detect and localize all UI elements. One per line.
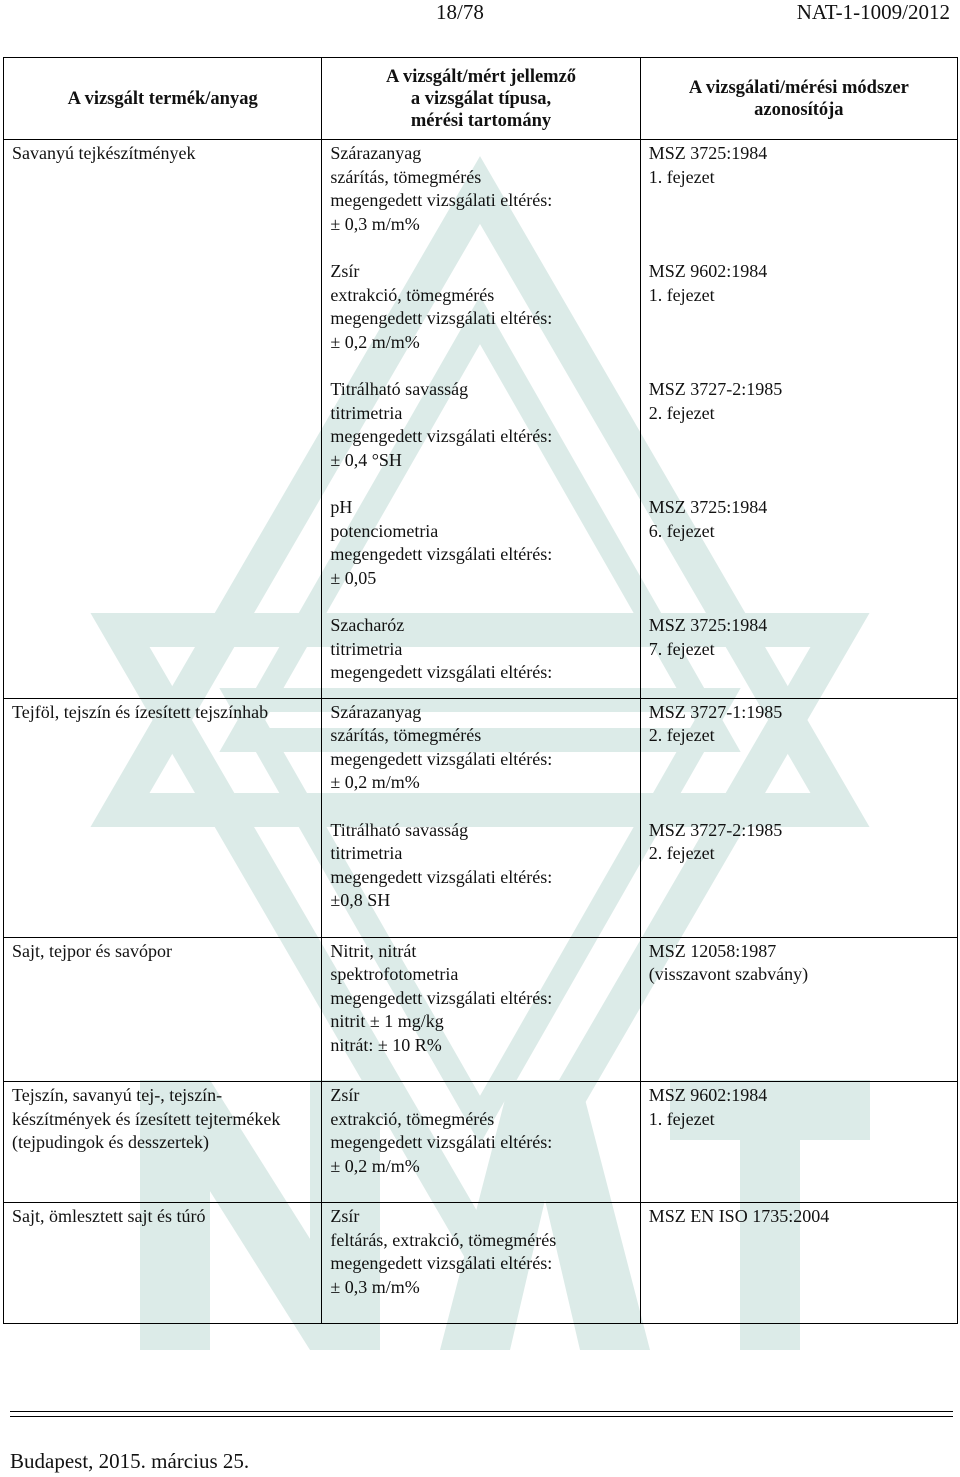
table-row bbox=[4, 260, 958, 378]
property-cell: pH potenciometria megengedett vizsgálati eltérés: ± 0,05 bbox=[322, 496, 640, 614]
table-row bbox=[4, 1203, 958, 1324]
method-cell: MSZ 9602:1984 1. fejezet bbox=[640, 1082, 957, 1203]
header-method: A vizsgálati/mérési módszer azonosítója bbox=[640, 58, 957, 140]
page-number: 18/78 bbox=[436, 0, 484, 24]
property-cell: Szárazanyag szárítás, tömegmérés megengedett vizsgálati eltérés: ± 0,3 m/m% bbox=[322, 140, 640, 261]
product-cell: Sajt, ömlesztett sajt és túró bbox=[4, 1203, 322, 1324]
table-row bbox=[4, 496, 958, 614]
table-row bbox=[4, 140, 958, 261]
property-cell: Szacharóz titrimetria megengedett vizsgálati eltérés: bbox=[322, 614, 640, 698]
method-cell: MSZ 3727-1:1985 2. fejezet bbox=[640, 698, 957, 819]
property-cell: Szárazanyag szárítás, tömegmérés megengedett vizsgálati eltérés: ± 0,2 m/m% bbox=[322, 698, 640, 819]
method-cell: MSZ 3727-2:1985 2. fejezet bbox=[640, 819, 957, 938]
method-cell: MSZ 3725:1984 6. fejezet bbox=[640, 496, 957, 614]
product-cell bbox=[4, 819, 322, 938]
footer-rule-top bbox=[10, 1411, 953, 1412]
page-header bbox=[0, 0, 960, 26]
product-cell bbox=[4, 614, 322, 698]
product-cell bbox=[4, 378, 322, 496]
property-cell: Zsír extrakció, tömegmérés megengedett vizsgálati eltérés: ± 0,2 m/m% bbox=[322, 260, 640, 378]
property-cell: Titrálható savasság titrimetria megengedett vizsgálati eltérés: ± 0,4 °SH bbox=[322, 378, 640, 496]
method-cell: MSZ 12058:1987 (visszavont szabvány) bbox=[640, 937, 957, 1082]
table-row bbox=[4, 378, 958, 496]
method-cell: MSZ 9602:1984 1. fejezet bbox=[640, 260, 957, 378]
product-cell: Sajt, tejpor és savópor bbox=[4, 937, 322, 1082]
property-cell: Zsír extrakció, tömegmérés megengedett vizsgálati eltérés: ± 0,2 m/m% bbox=[322, 1082, 640, 1203]
header-product: A vizsgált termék/anyag bbox=[4, 58, 322, 140]
method-cell: MSZ EN ISO 1735:2004 bbox=[640, 1203, 957, 1324]
product-cell: Tejszín, savanyú tej-, tejszín- készítmények és ízesített tejtermékek (tejpudingok és desszertek) bbox=[4, 1082, 322, 1203]
product-cell: Tejföl, tejszín és ízesített tejszínhab bbox=[4, 698, 322, 819]
footer-rule-bottom bbox=[10, 1416, 953, 1417]
product-cell: Savanyú tejkészítmények bbox=[4, 140, 322, 261]
table-row bbox=[4, 937, 958, 1082]
table-row bbox=[4, 819, 958, 938]
method-cell: MSZ 3727-2:1985 2. fejezet bbox=[640, 378, 957, 496]
property-cell: Zsír feltárás, extrakció, tömegmérés megengedett vizsgálati eltérés: ± 0,3 m/m% bbox=[322, 1203, 640, 1324]
property-cell: Nitrit, nitrát spektrofotometria megengedett vizsgálati eltérés: nitrit ± 1 mg/kg nitrát: ± 10 R% bbox=[322, 937, 640, 1082]
method-cell: MSZ 3725:1984 1. fejezet bbox=[640, 140, 957, 261]
property-cell: Titrálható savasság titrimetria megengedett vizsgálati eltérés: ±0,8 SH bbox=[322, 819, 640, 938]
product-cell bbox=[4, 260, 322, 378]
footer-place-date: Budapest, 2015. március 25. bbox=[10, 1449, 250, 1473]
method-cell: MSZ 3725:1984 7. fejezet bbox=[640, 614, 957, 698]
table-row bbox=[4, 1082, 958, 1203]
product-cell bbox=[4, 496, 322, 614]
document-id: NAT-1-1009/2012 bbox=[796, 0, 950, 24]
header-property: A vizsgált/mért jellemző a vizsgálat típusa, mérési tartomány bbox=[322, 58, 640, 140]
table-row bbox=[4, 698, 958, 819]
table-row bbox=[4, 614, 958, 698]
accreditation-table bbox=[3, 57, 958, 1324]
